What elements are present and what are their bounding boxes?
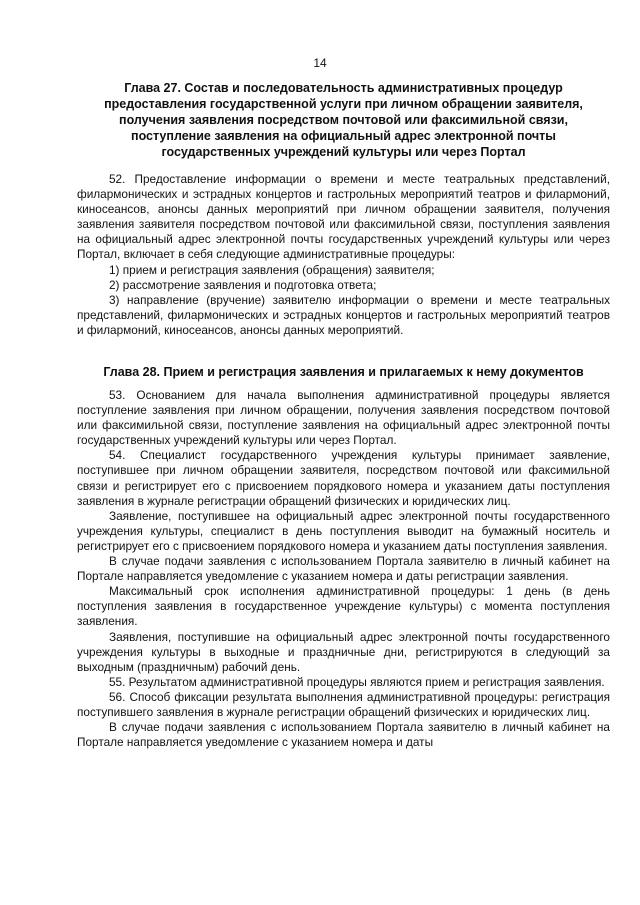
paragraph: В случае подачи заявления с использованием Портала заявителю в личный кабинет на Портале направляется уведомление с указанием номера и даты <box>77 720 610 750</box>
paragraph-55: 55. Результатом административной процедуры являются прием и регистрация заявления. <box>109 674 605 689</box>
paragraph: Заявления, поступившие на официальный адрес электронной почты государственного учреждения культуры в выходные и праздничные дни, регистрируются в следующий за выходным (праздничным) рабочий день. <box>77 629 610 674</box>
paragraph: В случае подачи заявления с использованием Портала заявителю в личный кабинет на Портале направляется уведомление с указанием номера и даты регистрации заявления. <box>77 554 610 584</box>
list-item: 2) рассмотрение заявления и подготовка ответа; <box>109 277 377 292</box>
chapter-28-body <box>77 388 610 750</box>
chapter-27-title-line: Глава 27. Состав и последовательность административных процедур <box>124 81 563 95</box>
chapter-27-title-line: предоставления государственной услуги при личном обращении заявителя, <box>104 97 583 111</box>
paragraph-54: 54. Специалист государственного учреждения культуры принимает заявление, поступившее при личном обращении заявителя, посредством почтовой или факсимильной связи и регистрирует его с присвоением порядкового номера и указанием даты поступления заявления в журнале регистрации обращений физических и юридических лиц. <box>77 448 610 508</box>
chapter-27-title-line: поступление заявления на официальный адрес электронной почты <box>131 129 556 143</box>
chapter-27-body <box>77 172 610 338</box>
paragraph: Заявление, поступившее на официальный адрес электронной почты государственного учреждения культуры, специалист в день поступления выводит на бумажный носитель и регистрирует его с присвоением порядкового номера и указанием даты поступления заявления. <box>77 508 610 553</box>
paragraph-52: 52. Предоставление информации о времени и месте театральных представлений, филармонических и эстрадных концертов и гастрольных мероприятий театров и филармоний, киносеансов, анонсы данных мероприятий при личном обращении заявителя, получения заявления заявителя посредством почтовой или факсимильной связи, поступления заявления на официальный адрес электронной почты государственных учреждений культуры или через Портал, включает в себя следующие административные процедуры: <box>77 172 610 262</box>
list-item: 1) прием и регистрация заявления (обращения) заявителя; <box>109 262 435 277</box>
chapter-27-heading <box>77 80 610 160</box>
chapter-27-title-line: получения заявления посредством почтовой или факсимильной связи, <box>119 113 568 127</box>
paragraph-53: 53. Основанием для начала выполнения административной процедуры является поступление заявления при личном обращении, получения заявления посредством почтовой или факсимильной связи, поступление заявления на официальный адрес электронной почты государственных учреждений культуры или через Портал. <box>77 388 610 448</box>
chapter-27-title-line: государственных учреждений культуры или через Портал <box>161 145 526 159</box>
paragraph: Максимальный срок исполнения административной процедуры: 1 день (в день поступления заявления в государственное учреждение культуры) с момента поступления заявления. <box>77 584 610 629</box>
list-item: 3) направление (вручение) заявителю информации о времени и месте театральных представлений, филармонических и эстрадных концертов и гастрольных мероприятий театров и филармоний, киносеансов, анонсы данных мероприятий. <box>77 292 610 337</box>
page-number: 14 <box>313 56 327 70</box>
chapter-28-title: Глава 28. Прием и регистрация заявления и прилагаемых к нему документов <box>103 365 584 379</box>
chapter-28-heading <box>77 364 610 380</box>
paragraph-56: 56. Способ фиксации результата выполнения административной процедуры: регистрация поступившего заявления в журнале регистрации обращений физических и юридических лиц. <box>77 689 610 719</box>
